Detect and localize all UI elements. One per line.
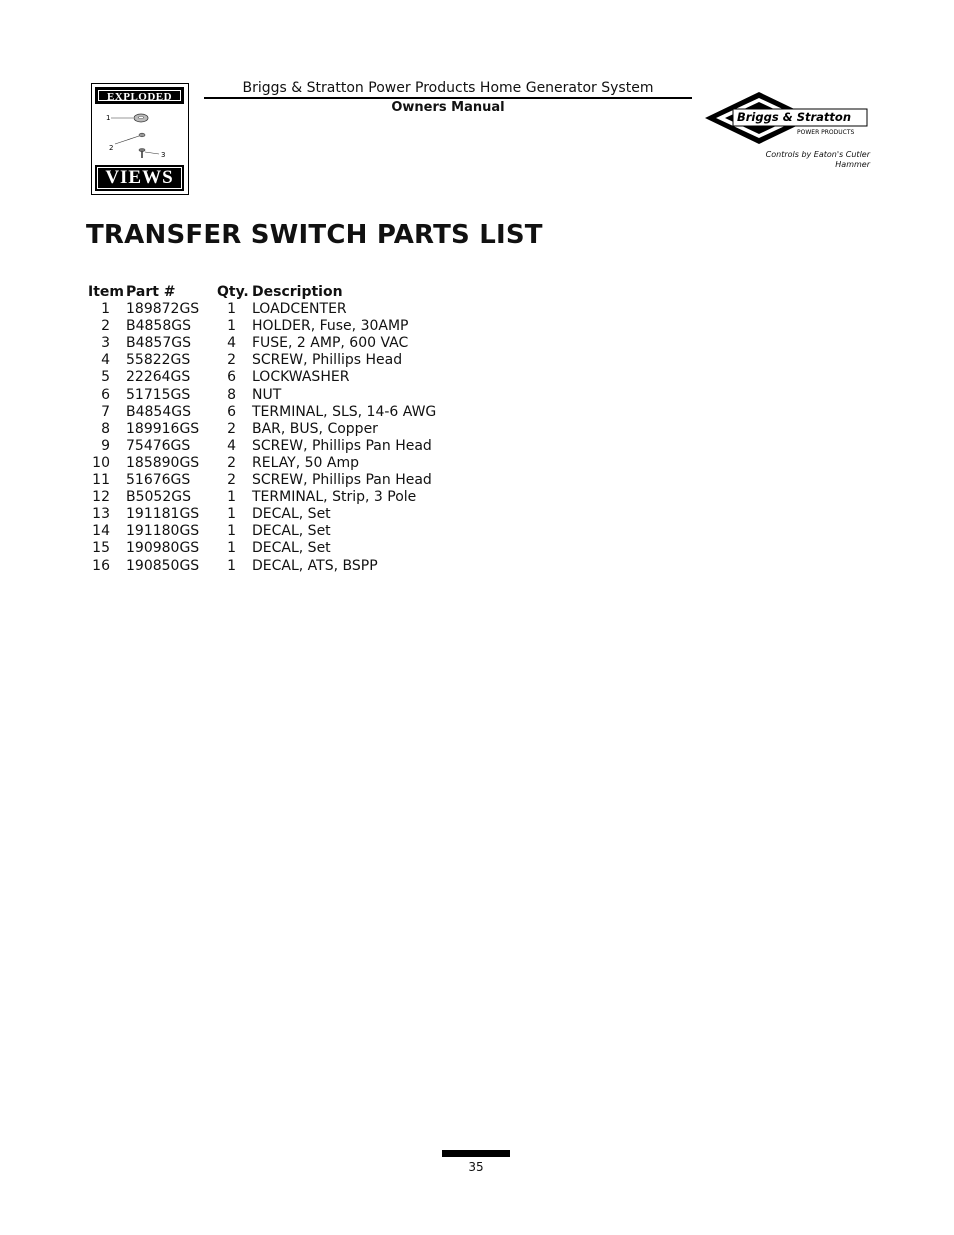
nut-part: [139, 133, 145, 137]
qty-cell: 2: [227, 420, 236, 437]
qty-cell: 6: [227, 369, 236, 386]
header-description: Description: [252, 284, 343, 300]
description-cell: TERMINAL, Strip, 3 Pole: [252, 489, 417, 506]
exploded-views-badge: [91, 83, 189, 195]
part-number-cell: B4858GS: [126, 318, 191, 335]
header-title: Briggs & Stratton Power Products Home Generator System: [242, 80, 654, 96]
item-cell: 14: [92, 523, 110, 540]
part-number-cell: 190980GS: [126, 540, 200, 557]
description-cell: DECAL, Set: [252, 523, 331, 540]
item-cell: 7: [101, 403, 110, 420]
item-cell: 15: [92, 540, 110, 557]
header-subtitle: Owners Manual: [391, 100, 505, 115]
item-cell: 9: [101, 437, 110, 454]
item-cell: 11: [92, 472, 110, 489]
description-cell: BAR, BUS, Copper: [252, 420, 378, 437]
page-title: TRANSFER SWITCH PARTS LIST: [86, 220, 543, 250]
part-number-cell: 190850GS: [126, 557, 200, 574]
part-number-cell: 185890GS: [126, 454, 200, 471]
qty-cell: 1: [227, 540, 236, 557]
item-cell: 4: [101, 352, 110, 369]
screw-part: [139, 149, 145, 152]
description-cell: DECAL, ATS, BSPP: [252, 557, 378, 574]
badge-top-banner: [95, 87, 184, 104]
qty-cell: 8: [227, 386, 236, 403]
page-number: 35: [468, 1160, 484, 1174]
callout-2: 2: [109, 144, 114, 152]
item-cell: 10: [92, 454, 110, 471]
qty-cell: 2: [227, 454, 236, 471]
qty-cell: 4: [227, 335, 236, 352]
description-cell: NUT: [252, 386, 282, 403]
qty-cell: 4: [227, 437, 236, 454]
part-number-cell: 51715GS: [126, 386, 191, 403]
part-number-cell: 51676GS: [126, 472, 191, 489]
part-number-cell: B4854GS: [126, 403, 191, 420]
description-cell: SCREW, Phillips Pan Head: [252, 437, 432, 454]
part-number-cell: 189872GS: [126, 301, 200, 318]
item-cell: 12: [92, 489, 110, 506]
exploded-parts-icon: [95, 106, 184, 164]
header-rule: [204, 97, 692, 99]
badge-bottom-label: VIEWS: [97, 167, 182, 189]
item-cell: 2: [101, 318, 110, 335]
item-cell: 8: [101, 420, 110, 437]
badge-bottom-banner: [95, 165, 184, 191]
description-cell: HOLDER, Fuse, 30AMP: [252, 318, 409, 335]
item-cell: 16: [92, 557, 110, 574]
footer-rule: [442, 1156, 510, 1157]
item-cell: 13: [92, 506, 110, 523]
part-number-cell: 75476GS: [126, 437, 191, 454]
description-cell: LOADCENTER: [252, 301, 347, 318]
header-qty: Qty.: [217, 284, 249, 300]
brand-name: Briggs & Stratton: [737, 110, 852, 124]
qty-cell: 6: [227, 403, 236, 420]
item-cell: 1: [101, 301, 110, 318]
description-cell: DECAL, Set: [252, 506, 331, 523]
item-cell: 3: [101, 335, 110, 352]
header-item: Item: [88, 284, 124, 300]
part-number-cell: B4857GS: [126, 335, 191, 352]
description-cell: LOCKWASHER: [252, 369, 350, 386]
part-number-cell: 189916GS: [126, 420, 200, 437]
part-number-cell: 191180GS: [126, 523, 200, 540]
callout-1: 1: [106, 114, 111, 122]
qty-cell: 1: [227, 523, 236, 540]
description-cell: TERMINAL, SLS, 14-6 AWG: [252, 403, 437, 420]
qty-cell: 1: [227, 557, 236, 574]
part-number-cell: 22264GS: [126, 369, 191, 386]
qty-cell: 2: [227, 472, 236, 489]
part-number-cell: B5052GS: [126, 489, 191, 506]
badge-top-label: EXPLODED: [98, 90, 181, 101]
qty-cell: 2: [227, 352, 236, 369]
part-number-cell: 55822GS: [126, 352, 191, 369]
description-cell: FUSE, 2 AMP, 600 VAC: [252, 335, 409, 352]
callout-3: 3: [161, 151, 166, 159]
brand-caption: Controls by Eaton's Cutler Hammer: [765, 150, 870, 169]
qty-cell: 1: [227, 506, 236, 523]
item-cell: 5: [101, 369, 110, 386]
qty-cell: 1: [227, 489, 236, 506]
brand-division: POWER PRODUCTS: [797, 129, 855, 136]
qty-cell: 1: [227, 301, 236, 318]
header-part: Part #: [126, 284, 176, 300]
qty-cell: 1: [227, 318, 236, 335]
item-cell: 6: [101, 386, 110, 403]
description-cell: DECAL, Set: [252, 540, 331, 557]
description-cell: SCREW, Phillips Pan Head: [252, 472, 432, 489]
part-number-cell: 191181GS: [126, 506, 200, 523]
description-cell: SCREW, Phillips Head: [252, 352, 403, 369]
description-cell: RELAY, 50 Amp: [252, 454, 360, 471]
